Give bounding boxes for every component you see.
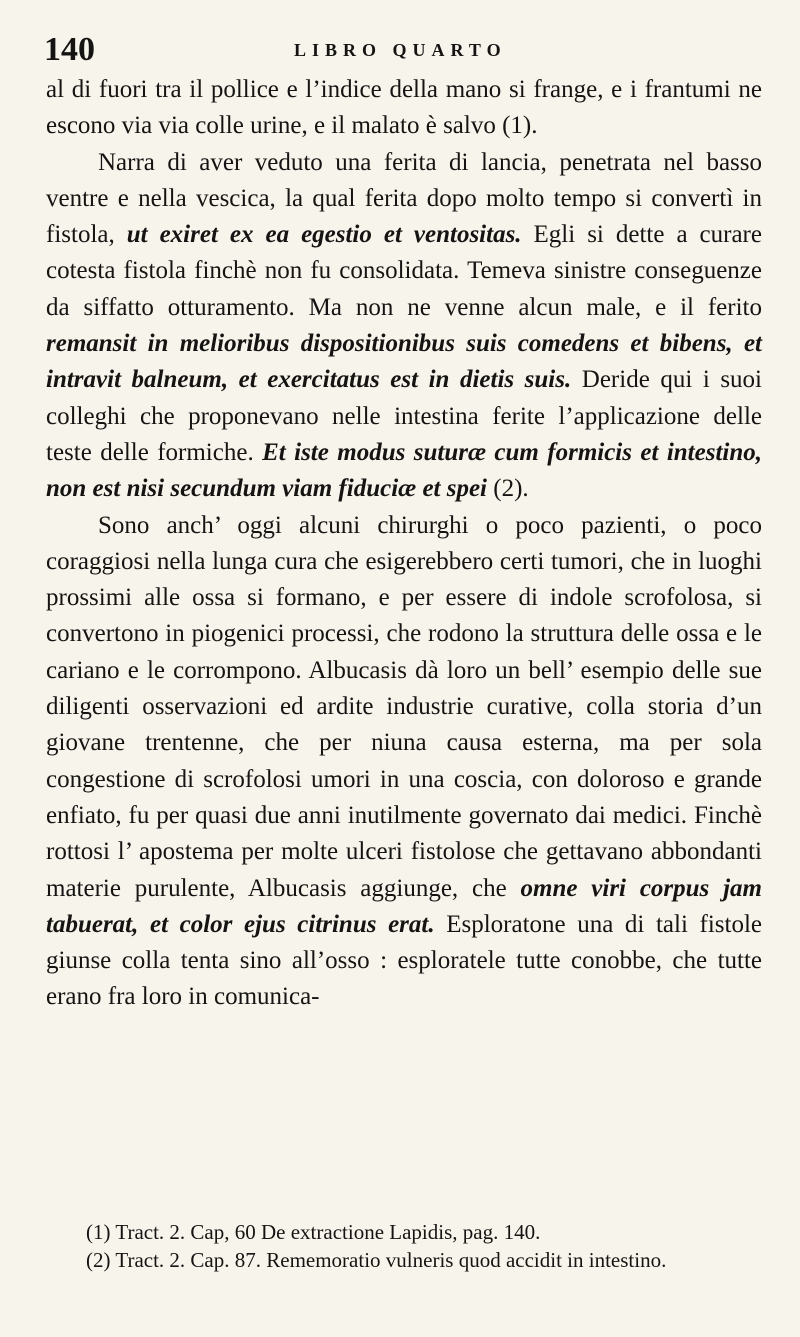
latin-quote: omne viri corpus jam tabuerat, et color ejus citrinus erat.	[46, 874, 762, 938]
paragraph	[46, 72, 762, 145]
text-run: al di fuori tra il pollice e l’indice della mano si frange, e i frantumi ne escono via via colle urine, e il malato è salvo (1).	[46, 76, 762, 140]
running-title: LIBRO QUARTO	[294, 40, 507, 60]
latin-quote: ut exiret ex ea egestio et ventositas.	[126, 221, 522, 249]
footnote: (1) Tract. 2. Cap, 60 De extractione Lapidis, pag. 140.	[86, 1220, 541, 1244]
footnote: (2) Tract. 2. Cap. 87. Rememoratio vulneris quod accidit in intestino.	[86, 1248, 667, 1272]
page-header	[44, 30, 756, 70]
text-run: (2).	[487, 475, 529, 503]
latin-quote: Et iste modus suturæ cum formicis et intestino, non est nisi secundum viam fiduciæ et spei	[46, 438, 762, 503]
footnotes	[46, 1218, 762, 1274]
page-number: 140	[44, 31, 95, 68]
latin-quote: remansit in melioribus dispositionibus suis comedens et bibens, et intravit balneum, et exercitatus est in dietis suis.	[46, 330, 762, 394]
paragraph	[46, 145, 762, 508]
text-run: Sono anch’ oggi alcuni chirurghi o poco pazienti, o poco coraggiosi nella lunga cura che esigerebbero certi tumori, che in luoghi prossimi alle ossa si formano, e per essere di indole scrofolosa, si convertono in piogenici processi, che rodono la struttura delle ossa e le cariano e le corrompono. Albucasis dà loro un bell’ esempio delle sue diligenti osservazioni ed ardite industrie curative, colla storia d’un giovane trentenne, che per niuna causa esterna, ma per sola congestione di scrofolosi umori in una coscia, con doloroso e grande enfiato, fu per quasi due anni inutilmente governato dai medici. Finchè rottosi l’ apostema per molte ulceri fistolose che gettavano abbondanti materie purulente, Albucasis aggiunge, che	[46, 511, 762, 902]
body-text	[46, 72, 762, 1016]
paragraph	[46, 508, 762, 1016]
text-run: Narra di aver veduto una ferita di lancia, penetrata nel basso ventre e nella vescica, la qual ferita dopo molto tempo si convertì in fistola,	[46, 148, 762, 249]
text-run: Egli si dette a curare cotesta fistola finchè non fu consolidata. Temeva sinistre conseguenze da siffatto otturamento. Ma non ne venne alcun male, e il ferito	[46, 221, 762, 321]
text-run: Deride qui i suoi colleghi che proponevano nelle intestina ferite l’applicazione delle teste delle formiche.	[46, 366, 762, 466]
text-run: Esploratone una di tali fistole giunse colla tenta sino all’osso : esploratele tutte conobbe, che tutte erano fra loro in comunica-	[46, 910, 762, 1011]
